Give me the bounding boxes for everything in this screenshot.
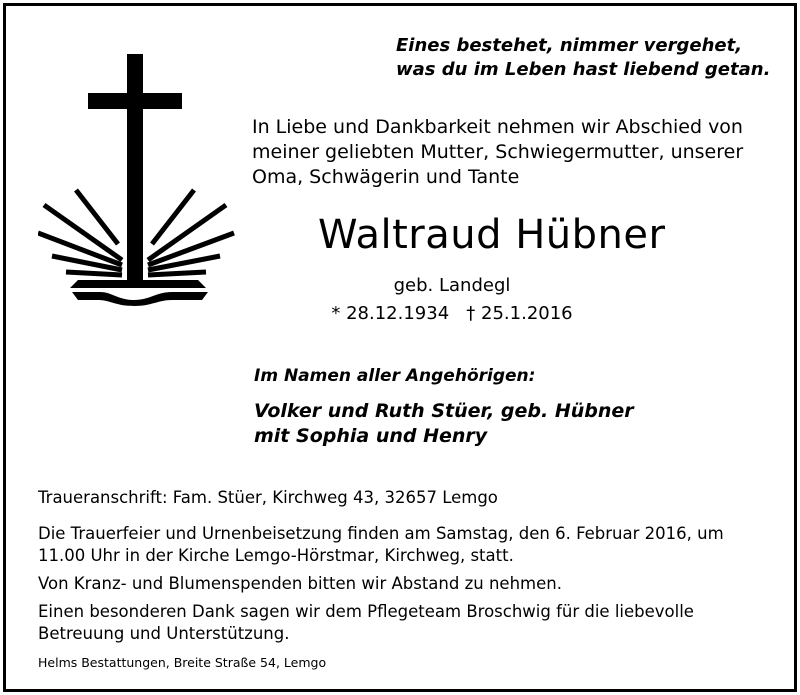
family-line-1: Volker und Ruth Stüer, geb. Hübner	[254, 400, 634, 422]
ceremony-line-2: 11.00 Uhr in der Kirche Lemgo-Hörstmar, Kirchweg, statt.	[38, 546, 514, 565]
verse-line-1: Eines bestehet, nimmer vergehet,	[396, 35, 743, 56]
cross-sunrise-icon	[38, 48, 238, 308]
family-heading: Im Namen aller Angehörigen:	[254, 366, 536, 386]
thanks-line-1: Einen besonderen Dank sagen wir dem Pflegeteam Broschwig für die liebevolle	[38, 602, 694, 621]
maiden-name: geb. Landegl	[393, 275, 511, 296]
intro-line-3: Oma, Schwägerin und Tante	[252, 166, 520, 188]
mourning-address: Traueranschrift: Fam. Stüer, Kirchweg 43, 32657 Lemgo	[38, 488, 498, 507]
intro-line-2: meiner geliebten Mutter, Schwiegermutter, unserer	[252, 141, 744, 163]
deceased-name: Waltraud Hübner	[318, 212, 666, 258]
undertaker-info: Helms Bestattungen, Breite Straße 54, Lemgo	[38, 655, 327, 670]
family-line-2: mit Sophia und Henry	[254, 425, 488, 447]
life-dates: * 28.12.1934 † 25.1.2016	[331, 303, 573, 324]
intro-line-1: In Liebe und Dankbarkeit nehmen wir Abschied von	[252, 116, 743, 138]
verse-line-2: was du im Leben hast liebend getan.	[396, 59, 771, 80]
thanks-line-2: Betreuung und Unterstützung.	[38, 624, 290, 643]
ceremony-line-1: Die Trauerfeier und Urnenbeisetzung finden am Samstag, den 6. Februar 2016, um	[38, 524, 724, 543]
flowers-note: Von Kranz- und Blumenspenden bitten wir Abstand zu nehmen.	[38, 574, 562, 593]
